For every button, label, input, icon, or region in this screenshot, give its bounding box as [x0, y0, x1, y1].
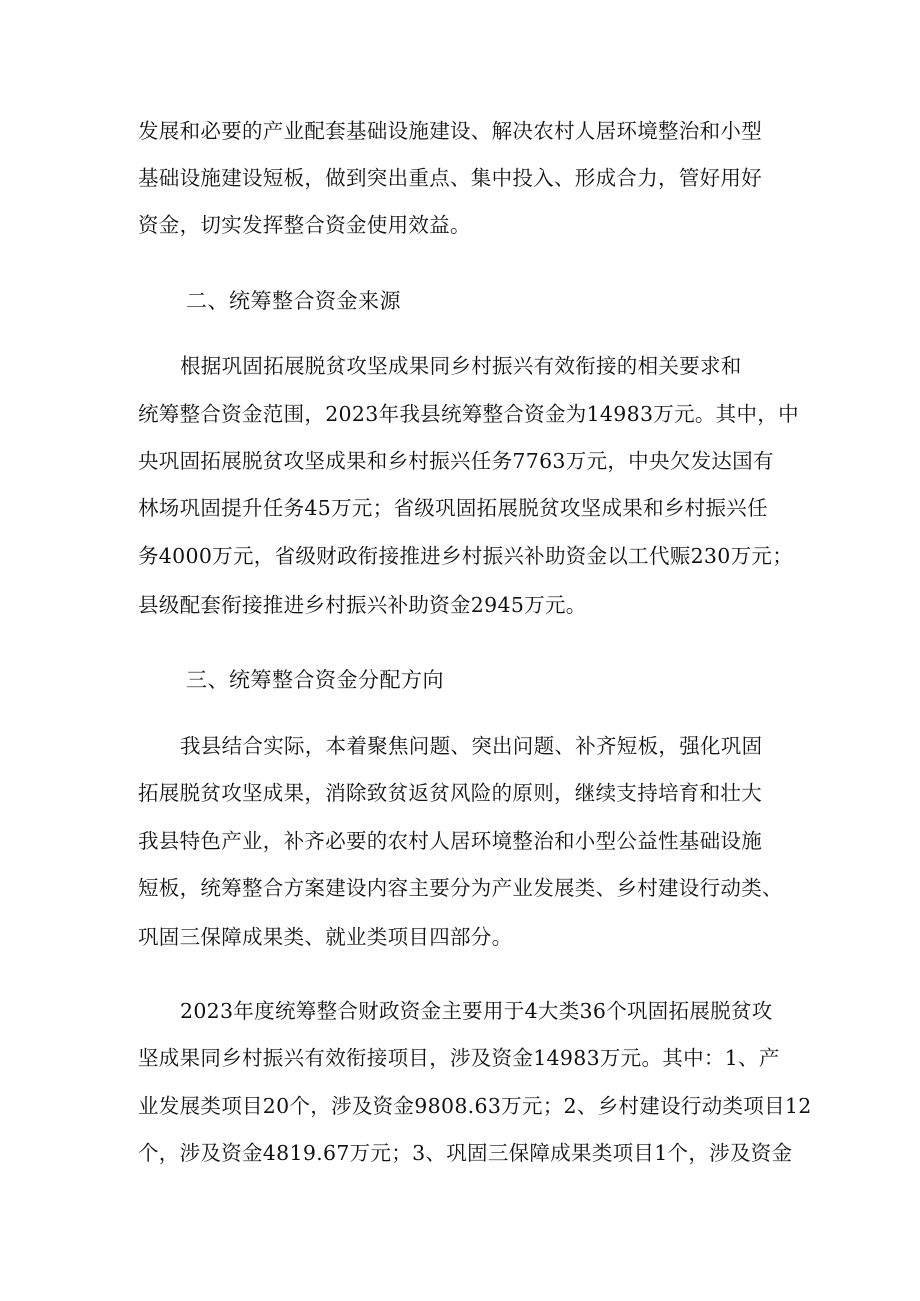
- paragraph-line: 林场巩固提升任务45万元；省级巩固拓展脱贫攻坚成果和乡村振兴任: [138, 496, 768, 520]
- paragraph-line: 我县特色产业，补齐必要的农村人居环境整治和小型公益性基础设施: [138, 829, 762, 853]
- paragraph-line: 坚成果同乡村振兴有效衔接项目，涉及资金14983万元。其中：1、产: [138, 1046, 780, 1070]
- paragraph-line: 业发展类项目20个，涉及资金9808.63万元；2、乡村建设行动类项目12: [138, 1094, 812, 1118]
- paragraph-line: 县级配套衔接推进乡村振兴补助资金2945万元。: [138, 593, 587, 617]
- paragraph-line: 短板，统筹整合方案建设内容主要分为产业发展类、乡村建设行动类、: [138, 876, 783, 900]
- section-heading: 三、统筹整合资金分配方向: [186, 668, 444, 692]
- paragraph-line: 我县结合实际，本着聚焦问题、突出问题、补齐短板，强化巩固: [180, 734, 763, 758]
- paragraph-line: 根据巩固拓展脱贫攻坚成果同乡村振兴有效衔接的相关要求和: [180, 354, 742, 378]
- intro-line: 发展和必要的产业配套基础设施建设、解决农村人居环境整治和小型: [138, 119, 762, 143]
- section-heading: 二、统筹整合资金来源: [186, 289, 401, 313]
- paragraph-line: 2023年度统筹整合财政资金主要用于4大类36个巩固拓展脱贫攻: [180, 999, 773, 1023]
- paragraph-line: 务4000万元，省级财政衔接推进乡村振兴补助资金以工代赈230万元；: [138, 544, 793, 568]
- paragraph-line: 统筹整合资金范围，2023年我县统筹整合资金为14983万元。其中，中: [138, 402, 799, 426]
- paragraph-line: 拓展脱贫攻坚成果，消除致贫返贫风险的原则，继续支持培育和壮大: [138, 781, 762, 805]
- intro-line: 基础设施建设短板，做到突出重点、集中投入、形成合力，管好用好: [138, 166, 762, 190]
- paragraph-line: 个，涉及资金4819.67万元；3、巩固三保障成果类项目1个，涉及资金: [138, 1141, 793, 1165]
- paragraph-line: 央巩固拓展脱贫攻坚成果和乡村振兴任务7763万元，中央欠发达国有: [138, 449, 774, 473]
- paragraph-line: 巩固三保障成果类、就业类项目四部分。: [138, 925, 513, 949]
- intro-line: 资金，切实发挥整合资金使用效益。: [138, 213, 471, 237]
